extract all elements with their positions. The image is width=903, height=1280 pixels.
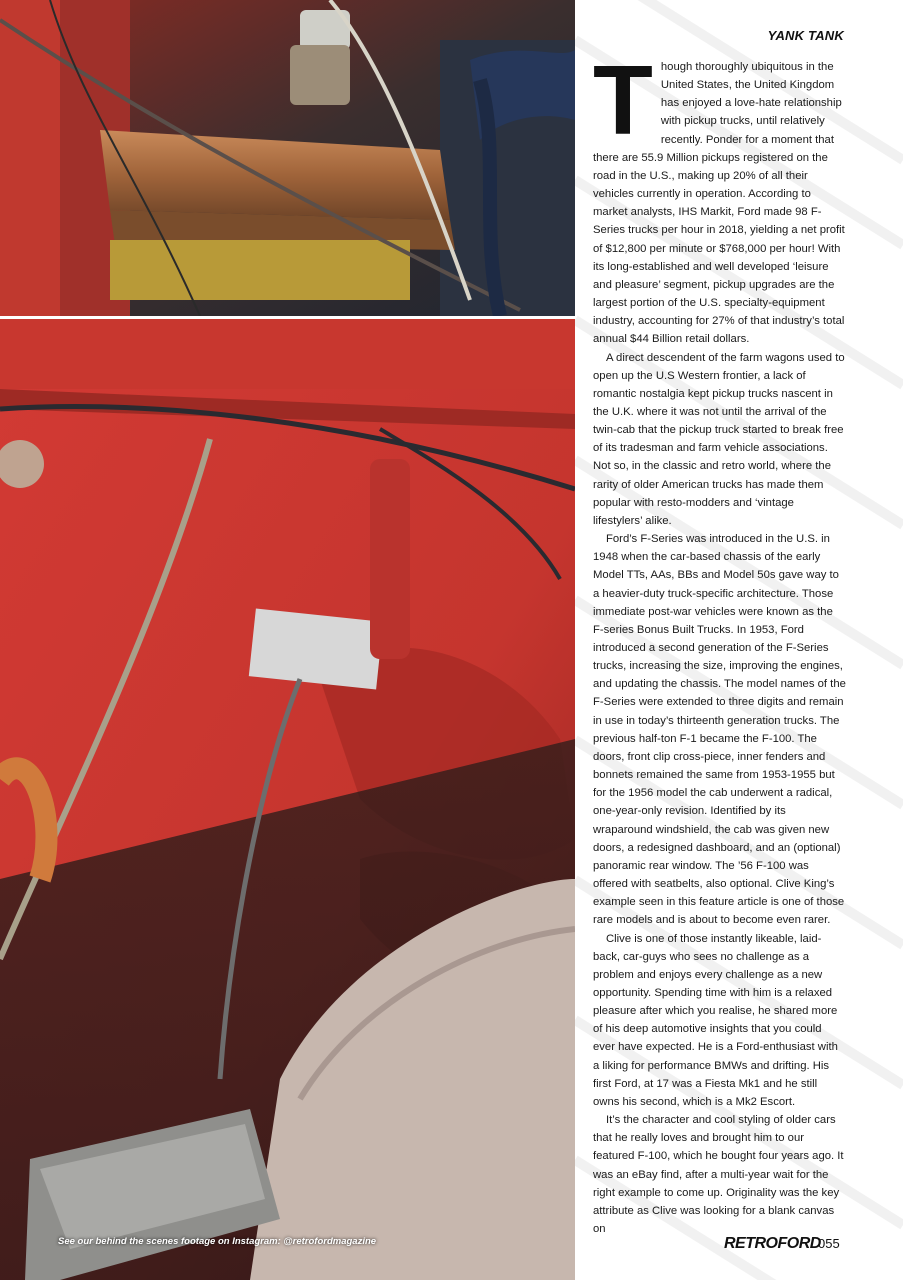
photo-caption: See our behind the scenes footage on Instagram: @retrofordmagazine [58,1236,377,1247]
engine-photo [0,0,575,316]
paragraph-text: hough thoroughly ubiquitous in the United States, the United Kingdom has enjoyed a love-hate relationship with pickup trucks, until relatively recently. Ponder for a moment that there are 55.9 Million pickups registered on the road in the U.S., making up 20% of all their vehicles currently in operation. According to market analysts, IHS Markit, Ford made 98 F-Series trucks per hour in 2018, yielding a net profit of $12,800 per minute or $768,000 per hour! With its long-established and well developed ‘leisure and pleasure’ segment, pickup upgrades are the largest portion of the U.S. specialty-equipment industry, accounting for 27% of that industry’s total annual $44 Billion retail dollars. [593,61,845,346]
magazine-logo: RETROFORD [724,1235,821,1252]
page-number: 055 [818,1236,840,1251]
article-paragraph: It’s the character and cool styling of older cars that he really loves and brought him to our featured F-100, which he bought four years ago. It was an eBay find, after a multi-year wait for the right example to come up. Originality was the key attribute as Clive was looking for a blank canvas on [593,1114,844,1235]
section-tag: YANK TANK [767,28,844,43]
engine-bay-photo [0,319,575,1280]
article-paragraph [593,45,846,349]
article-paragraph: Clive is one of those instantly likeable, laid-back, car-guys who sees no challenge as a problem and enjoys every challenge as a new opportunity. Spending time with him is a relaxed pleasure after which you realise, he shared more of his deep automotive insights that you could ever have expected. He is a Ford-enthusiast with a liking for performance BMWs and drifting. His first Ford, at 17 was a Fiesta Mk1 and he still owns his second, which is a Mk2 Escort. [593,932,838,1108]
drop-cap: T [593,45,653,155]
article-paragraph: Ford’s F-Series was introduced in the U.S. in 1948 when the car-based chassis of the early Model TTs, AAs, BBs and Model 50s gave way to a heavier-duty truck-specific architecture. Those immediate post-war vehicles were known as the F-series Bonus Built Trucks. In 1953, Ford introduced a second generation of the F-Series trucks, increasing the size, improving the engines, and updating the chassis. The model names of the F-Series were extended to three digits and remain in use in today’s thirteenth generation trucks. The previous half-ton F-1 became the F-100. The doors, front clip cross-piece, inner fenders and bonnets remained the same from 1953-1955 but for the 1956 model the cab underwent a radical, one-year-only revision. Identified by its wraparound windshield, the cab was given new doors, a redesigned dashboard, and an (optional) panoramic rear window. The ’56 F-100 was offered with seatbelts, also optional. Clive King’s example seen in this feature article is one of those rare models and is about to become even rarer. [593,533,846,927]
article-paragraph: A direct descendent of the farm wagons used to open up the U.S Western frontier, a lack of romantic nostalgia kept pickup trucks nascent in the U.K. where it was not until the arrival of the twin-cab that the pickup truck started to break free of its tradesman and farm vehicle associations. Not so, in the classic and retro world, where the rarity of older American trucks has made them popular with resto-modders and ‘vintage lifestylers’ alike. [593,351,845,527]
article-body [593,45,846,1238]
